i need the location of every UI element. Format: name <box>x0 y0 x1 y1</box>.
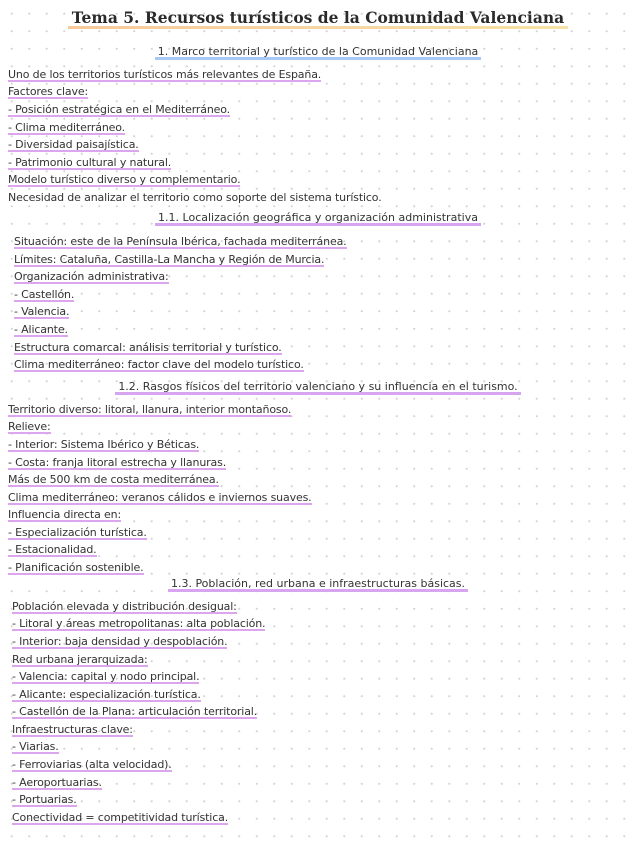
text-line: - Especialización turística. <box>8 526 147 539</box>
section-heading-1-2: 1.2. Rasgos físicos del territorio valenciano y su influencia en el turismo. <box>0 380 636 394</box>
text-line: - Planificación sostenible. <box>8 561 144 574</box>
text-line: Influencia directa en: <box>8 508 122 521</box>
text-line: - Aeroportuarias. <box>12 776 102 789</box>
text-line: - Clima mediterráneo. <box>8 121 126 134</box>
text-line: - Portuarias. <box>12 793 77 806</box>
text-line: - Alicante: especialización turística. <box>12 688 201 701</box>
text-line: - Valencia. <box>14 305 70 318</box>
section-heading-1-3: 1.3. Población, red urbana e infraestructuras básicas. <box>0 577 636 591</box>
text-line: - Valencia: capital y nodo principal. <box>12 670 200 683</box>
text-line: - Estacionalidad. <box>8 543 97 556</box>
text-line: - Viarias. <box>12 740 59 753</box>
text-line: - Castellón. <box>14 288 75 301</box>
text-line: Modelo turístico diverso y complementario. <box>8 173 241 186</box>
section-heading-1-1: 1.1. Localización geográfica y organización administrativa <box>0 211 636 225</box>
text-line: Factores clave: <box>8 85 89 98</box>
text-line: - Interior: Sistema Ibérico y Béticas. <box>8 438 200 451</box>
text-line: Infraestructuras clave: <box>12 723 133 736</box>
text-line: - Alicante. <box>14 323 68 336</box>
text-line: Relieve: <box>8 420 51 433</box>
text-line: - Patrimonio cultural y natural. <box>8 156 172 169</box>
page-title-text: Tema 5. Recursos turísticos de la Comunidad Valenciana <box>68 8 568 29</box>
text-line: - Ferroviarias (alta velocidad). <box>12 758 172 771</box>
text-line: Población elevada y distribución desigual: <box>12 600 237 613</box>
page-title <box>0 8 636 27</box>
text-line: Clima mediterráneo: factor clave del modelo turístico. <box>14 358 304 371</box>
section-heading-1: 1. Marco territorial y turístico de la Comunidad Valenciana <box>0 45 636 59</box>
text-line: Red urbana jerarquizada: <box>12 653 148 666</box>
text-line: Más de 500 km de costa mediterránea. <box>8 473 219 486</box>
text-line: - Interior: baja densidad y despoblación. <box>12 635 228 648</box>
text-line: Límites: Cataluña, Castilla-La Mancha y Región de Murcia. <box>14 253 325 266</box>
text-line: - Litoral y áreas metropolitanas: alta población. <box>12 617 266 630</box>
text-line: Territorio diverso: litoral, llanura, interior montañoso. <box>8 403 292 416</box>
text-line: Situación: este de la Península Ibérica, fachada mediterránea. <box>14 235 347 248</box>
text-line: Uno de los territorios turísticos más relevantes de España. <box>8 68 322 81</box>
text-line: Organización administrativa: <box>14 270 169 283</box>
text-line: - Posición estratégica en el Mediterráneo. <box>8 103 231 116</box>
text-line: Estructura comarcal: análisis territorial y turístico. <box>14 341 282 354</box>
text-line: - Diversidad paisajística. <box>8 138 139 151</box>
text-line: - Castellón de la Plana: articulación territorial. <box>12 705 258 718</box>
text-line: - Costa: franja litoral estrecha y llanuras. <box>8 456 227 469</box>
text-line: Clima mediterráneo: veranos cálidos e inviernos suaves. <box>8 491 312 504</box>
text-line: Conectividad = competitividad turística. <box>12 811 229 824</box>
text-line: Necesidad de analizar el territorio como soporte del sistema turístico. <box>8 191 382 204</box>
